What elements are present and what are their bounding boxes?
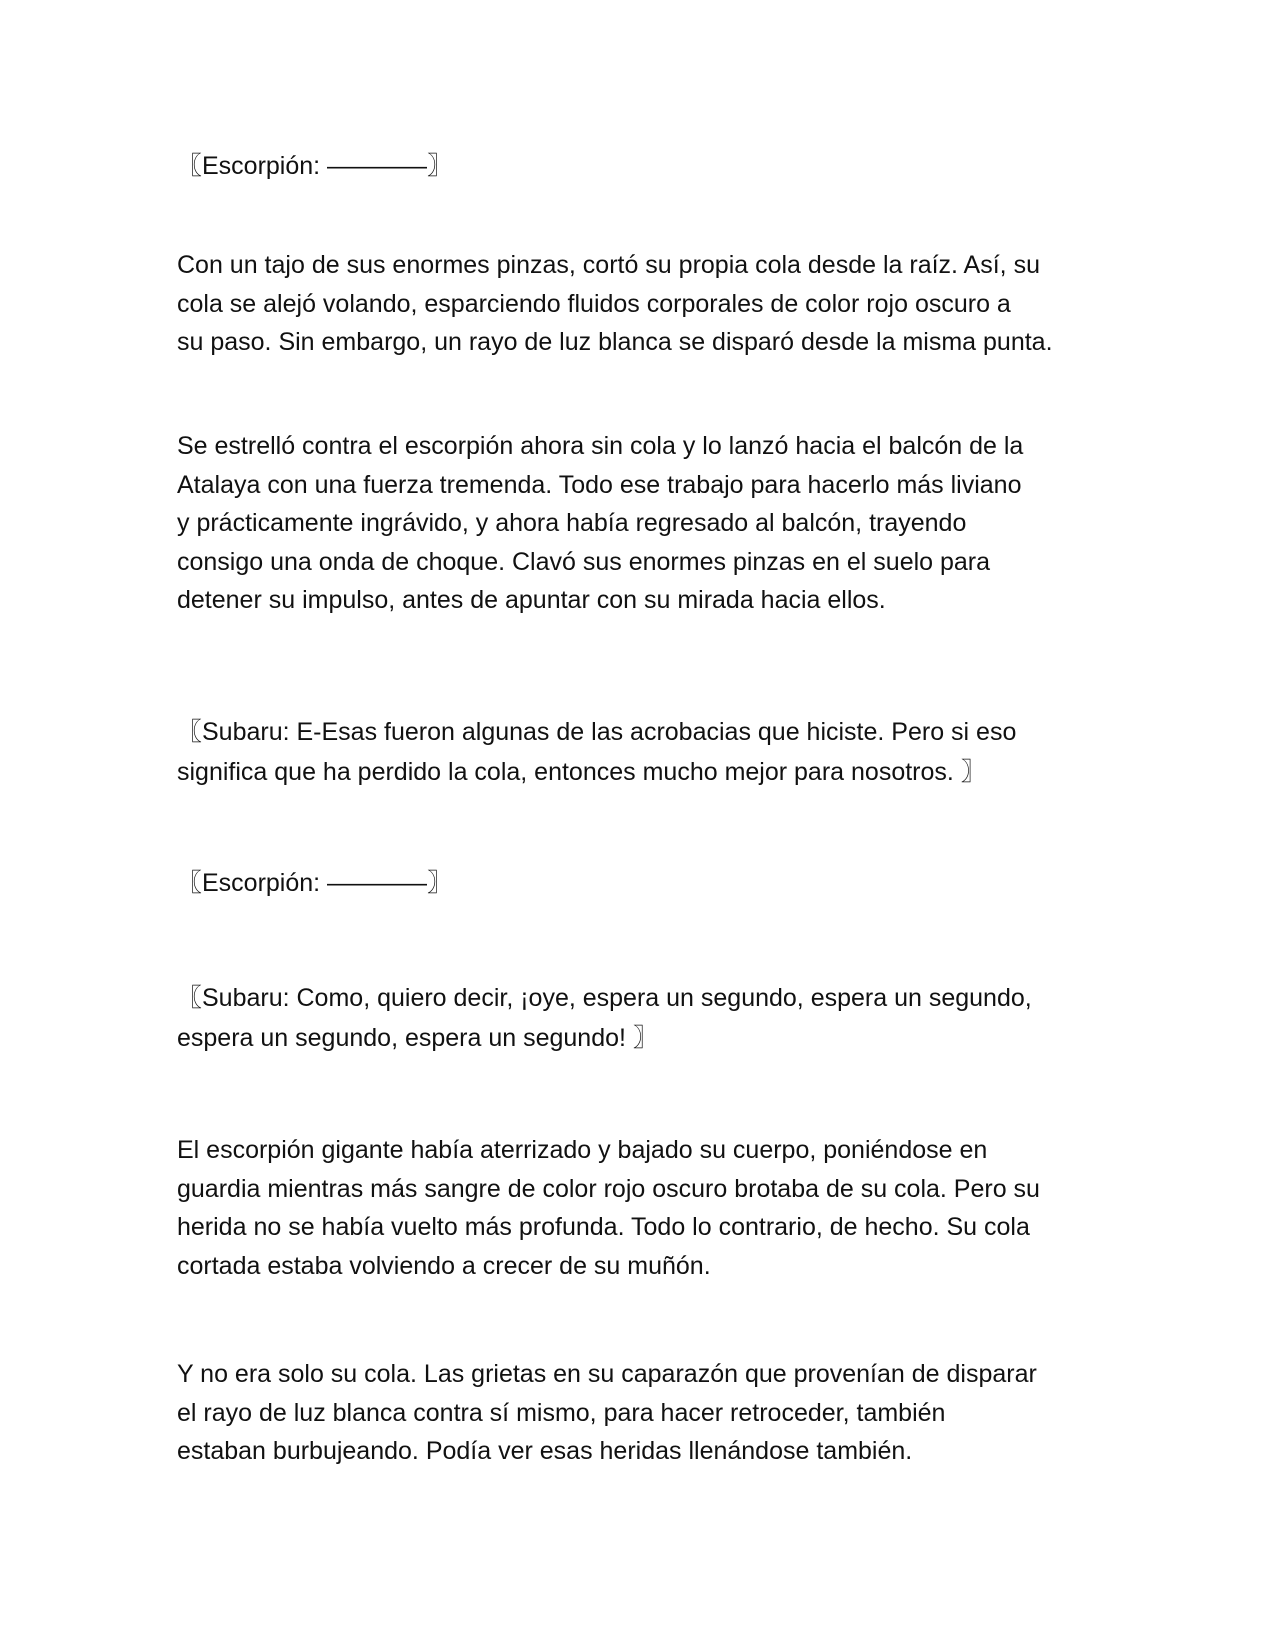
text-line: cola se alejó volando, esparciendo fluidos corporales de color rojo oscuro a xyxy=(177,289,1011,318)
text-line: El escorpión gigante había aterrizado y bajado su cuerpo, poniéndose en xyxy=(177,1136,988,1164)
text-line: 〖Escorpión: ————〗 xyxy=(177,152,453,180)
narration-paragraph-1 xyxy=(177,246,1107,362)
text-line: guardia mientras más sangre de color rojo oscuro brotaba de su cola. Pero su xyxy=(177,1174,1040,1203)
text-line: Y no era solo su cola. Las grietas en su caparazón que provenían de disparar xyxy=(177,1360,1037,1388)
dialogue-subaru-1 xyxy=(177,712,1107,792)
text-line: Atalaya con una fuerza tremenda. Todo ese trabajo para hacerlo más liviano xyxy=(177,470,1022,499)
text-line: herida no se había vuelto más profunda. Todo lo contrario, de hecho. Su cola xyxy=(177,1213,1030,1241)
text-line: detener su impulso, antes de apuntar con su mirada hacia ellos. xyxy=(177,586,886,614)
text-line: Se estrelló contra el escorpión ahora sin cola y lo lanzó hacia el balcón de la xyxy=(177,432,1024,460)
text-line: su paso. Sin embargo, un rayo de luz blanca se disparó desde la misma punta. xyxy=(177,328,1053,356)
text-line: el rayo de luz blanca contra sí mismo, para hacer retroceder, también xyxy=(177,1398,946,1427)
text-line: 〖Escorpión: ————〗 xyxy=(177,869,453,897)
narration-paragraph-2 xyxy=(177,427,1107,620)
text-line: estaban burbujeando. Podía ver esas heridas llenándose también. xyxy=(177,1437,913,1465)
text-line: Con un tajo de sus enormes pinzas, cortó su propia cola desde la raíz. Así, su xyxy=(177,251,1040,279)
text-line: significa que ha perdido la cola, entonces mucho mejor para nosotros. 〗 xyxy=(177,758,986,786)
dialogue-escorpion-2 xyxy=(177,863,1107,903)
dialogue-subaru-2 xyxy=(177,978,1107,1058)
text-line: y prácticamente ingrávido, y ahora había regresado al balcón, trayendo xyxy=(177,509,967,537)
text-line: 〖Subaru: E-Esas fueron algunas de las acrobacias que hiciste. Pero si eso xyxy=(177,718,1017,746)
text-line: 〖Subaru: Como, quiero decir, ¡oye, espera un segundo, espera un segundo, xyxy=(177,984,1032,1012)
narration-paragraph-4 xyxy=(177,1355,1107,1471)
dialogue-escorpion-1 xyxy=(177,146,1107,186)
text-line: consigo una onda de choque. Clavó sus enormes pinzas en el suelo para xyxy=(177,547,991,576)
text-line: cortada estaba volviendo a crecer de su muñón. xyxy=(177,1251,711,1280)
narration-paragraph-3 xyxy=(177,1131,1107,1285)
text-line: espera un segundo, espera un segundo! 〗 xyxy=(177,1024,658,1052)
